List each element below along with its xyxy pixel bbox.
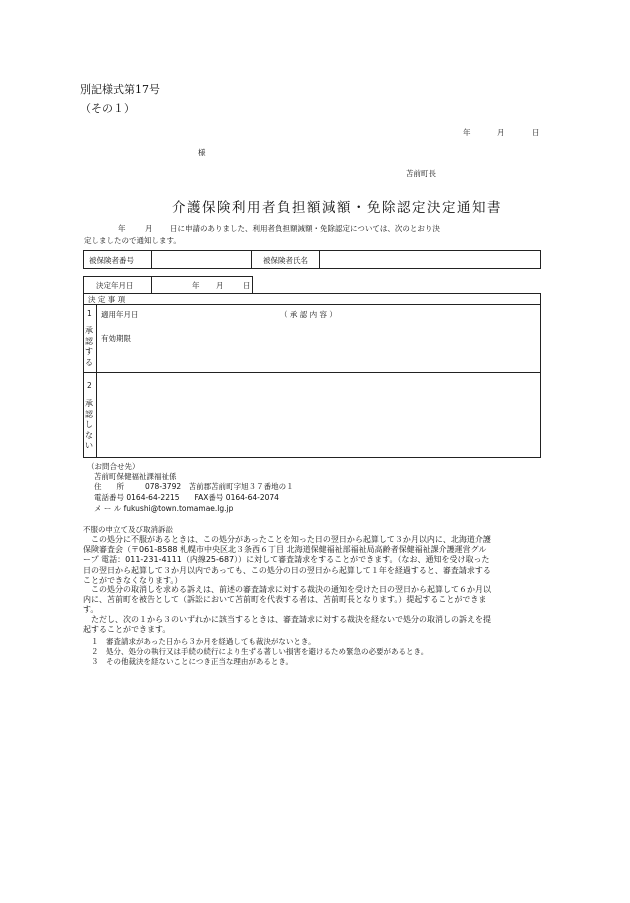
appeal-item-2: ２ 処分、処分の執行又は手続の続行により生ずる著しい損害を避けるため緊急の必要があるとき。 xyxy=(91,647,429,656)
approval-content-label: （ 承 認 内 容 ） xyxy=(280,310,337,319)
date-month-label: 月 xyxy=(497,128,505,137)
contact-email-line: メ ー ル fukushi@town.tomamae.lg.jp xyxy=(94,504,234,513)
contact-address-value: 078-3792 苫前郡苫前町字旭３７番地の１ xyxy=(145,482,294,491)
appeal-item-1: １ 審査請求があった日から３か月を経過しても裁決がないとき。 xyxy=(91,637,316,646)
contact-department: 苫前町保健福祉課福祉係 xyxy=(94,472,177,481)
document-title: 介護保険利用者負担額減額・免除認定決定通知書 xyxy=(172,200,502,216)
appeal-heading: 不服の申立て及び取消訴訟 xyxy=(83,525,173,534)
form-number: 別記様式第17号 xyxy=(80,83,160,96)
intro-text-line2: 定しましたので通知します。 xyxy=(84,236,181,245)
apply-date-label: 適用年月日 xyxy=(101,310,139,319)
intro-month: 月 xyxy=(145,224,153,233)
contact-heading: （お問合せ先） xyxy=(87,462,140,471)
decision-date-day: 日 xyxy=(243,281,251,290)
contact-address-label: 住 所 xyxy=(94,482,124,491)
insured-name-label: 被保険者氏名 xyxy=(263,256,308,265)
decision-items-label: 決 定 事 項 xyxy=(88,295,126,304)
section1-vertical-label: 承認する xyxy=(85,326,93,367)
appeal-paragraph-3: ただし、次の１から３のいずれかに該当するときは、審査請求に対する裁決を経ないで処分の取消しの訴えを提起することができます。 xyxy=(83,615,491,635)
valid-period-label: 有効期限 xyxy=(101,334,131,343)
intro-year: 年 xyxy=(118,224,126,233)
appeal-item-3: ３ その他裁決を経ないことにつき正当な理由があるとき。 xyxy=(91,657,294,666)
date-day-label: 日 xyxy=(532,128,540,137)
addressee-suffix: 様 xyxy=(198,148,206,157)
date-year-label: 年 xyxy=(463,128,471,137)
insured-number-label: 被保険者番号 xyxy=(89,256,134,265)
form-part: （その１） xyxy=(80,102,135,115)
contact-phone-line: 電話番号 0164-64-2215 FAX番号 0164-64-2074 xyxy=(94,493,279,502)
decision-date-month: 月 xyxy=(216,281,224,290)
decision-date-year: 年 xyxy=(192,281,200,290)
appeal-paragraph-2: この処分の取消しを求める訴えは、前述の審査請求に対する裁決の通知を受けた日の翌日から起算して６か月以内に、苫前町を被告として（訴訟において苫前町を代表する者は、苫前町長となります。）提起することができます。 xyxy=(83,585,491,615)
section2-number: 2 xyxy=(87,381,92,390)
appeal-paragraph-1: この処分に不服があるときは、この処分があったことを知った日の翌日から起算して３か月以内に、北海道介護保険審査会（〒061-8588 札幌市中央区北３条西６丁目 北海道保健福祉部福祉局高齢者保健福祉課介護運営グループ 電話：011-231-4111（内線25-687））に対して審査請求をすることができます。（なお、通知を受け取った日の翌日から起算して３か月以内であっても、この処分の日の翌日から起算して１年を経過すると、審査請求することができなくなります。） xyxy=(83,535,491,585)
section2-vertical-label: 承認しない xyxy=(85,399,93,450)
decision-date-label: 決定年月日 xyxy=(96,281,134,290)
issuer-name: 苫前町長 xyxy=(406,169,436,178)
section1-number: 1 xyxy=(87,309,92,318)
intro-text-line1: 日に申請のありました、利用者負担額減額・免除認定については、次のとおり決 xyxy=(170,224,440,233)
